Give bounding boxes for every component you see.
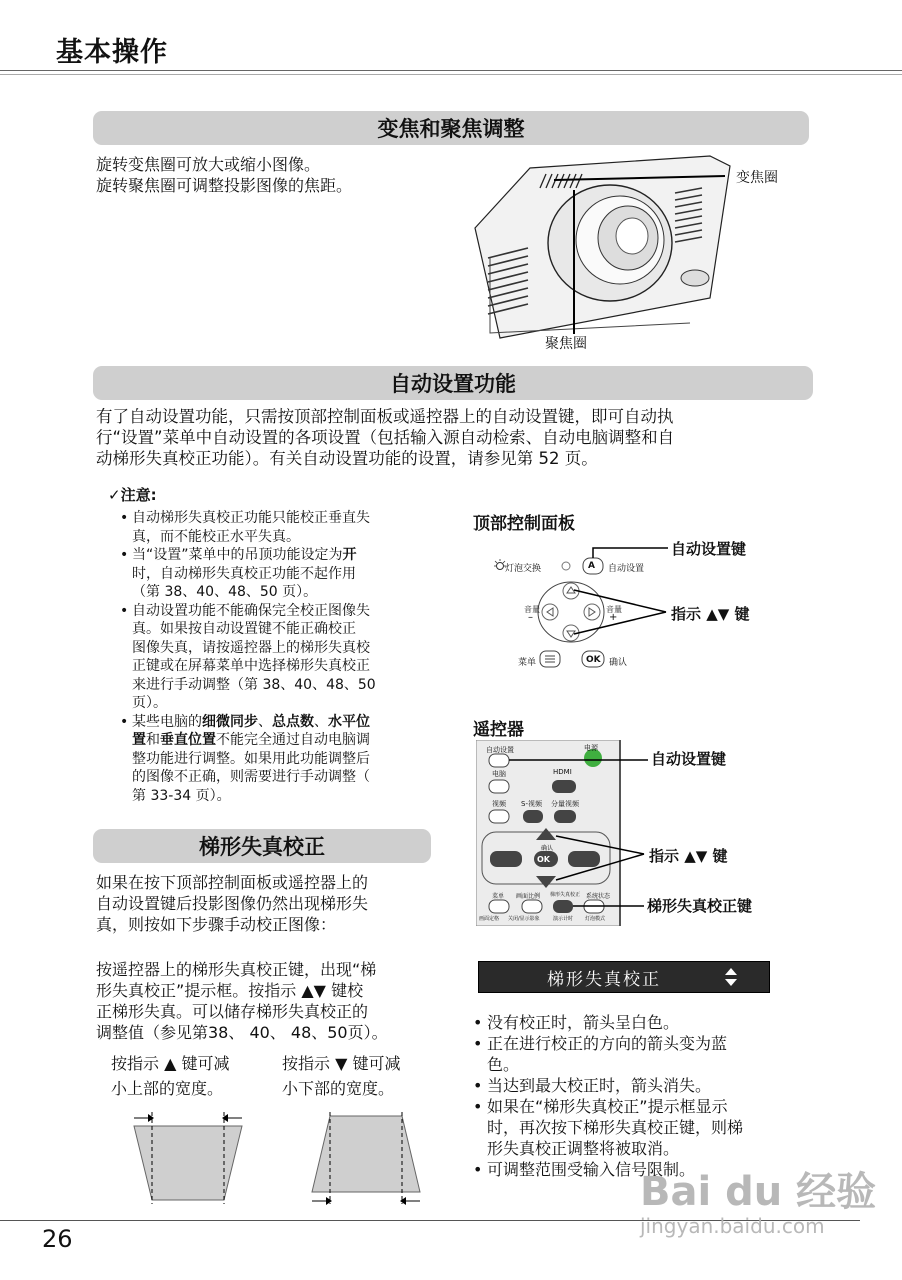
keystone-bullet [473, 1012, 803, 1033]
note-line: 第 33-34 页）。 [132, 787, 231, 804]
note-item [118, 713, 434, 806]
page-number: 26 [42, 1225, 73, 1253]
remote-ratio-label: 画面比例 [516, 893, 541, 900]
focus-ring-label: 聚焦圈 [545, 336, 587, 352]
auto-label: 自动设置 [608, 564, 645, 574]
remote-arrow-callout: 指示 ▲▼ 键 [649, 847, 728, 865]
note-item [118, 546, 434, 602]
note-line: 某些电脑的 [132, 713, 202, 730]
caption-line: 小上部的宽度。 [111, 1079, 224, 1098]
note-sep: 、 [258, 713, 272, 730]
remote-video-label: 视频 [492, 800, 506, 808]
note-line: • 自动梯形失真校正功能只能校正垂直失 [132, 510, 370, 526]
keystone-line: 自动设置键后投影图像仍然出现梯形失 [96, 894, 369, 913]
note-item [118, 602, 434, 713]
note-line: 时，自动梯形失真校正功能不起作用 [132, 565, 356, 582]
up-caption [111, 1051, 229, 1101]
note-line: 不能完全通过自动电脑调 [216, 732, 370, 748]
zoom-text [96, 154, 352, 196]
note-line: 的图像不正确，则需要进行手动调整（ [132, 769, 370, 785]
note-bold: 总点数 [272, 713, 314, 730]
note-title: ✓注意: [108, 486, 157, 504]
note-sep: 和 [146, 732, 160, 748]
remote-blank-label: 关闭/显示影象 [508, 916, 540, 922]
note-line: 正键或在屏幕菜单中选择梯形失真校正 [132, 658, 370, 674]
remote-menu-label: 菜单 [492, 893, 505, 900]
keystone-prompt-box [478, 961, 770, 993]
note-line: 整功能进行调整。如果用此功能调整后 [132, 750, 370, 767]
note-bold: 开 [342, 547, 357, 563]
down-caption [282, 1051, 400, 1101]
note-line: （第 38、40、48、50 页）。 [132, 584, 318, 600]
note-line: • 自动设置功能不能确保完全校正图像失 [132, 602, 370, 619]
ok-label: 确认 [609, 658, 628, 668]
caption-line: 按指示 ▼ 键可减 [282, 1054, 401, 1073]
auto-section-title: 自动设置功能 [93, 366, 813, 400]
up-down-arrows-icon [723, 966, 739, 988]
bullet-line: 形失真校正调整将被取消。 [487, 1139, 680, 1158]
caption-line: 小下部的宽度。 [282, 1079, 395, 1098]
keystone-line: 按遥控器上的梯形失真校正键，出现“梯 [96, 960, 377, 979]
remote-svideo-label: S-视频 [521, 800, 542, 808]
note-line: 页）。 [132, 695, 167, 711]
plus-sign: + [609, 612, 618, 623]
zoom-text-line: 旋转变焦圈可放大或缩小图像。 [96, 155, 321, 174]
bullet-line: • 如果在“梯形失真校正”提示框显示 [487, 1097, 728, 1116]
auto-text [96, 406, 674, 469]
note-line: 当“设置”菜单中的吊顶功能设定为 [132, 547, 343, 563]
remote-auto-label: 自动设置 [486, 746, 514, 754]
top-panel-heading: 顶部控制面板 [473, 514, 575, 534]
remote-keystone-label: 梯形失真校正 [550, 892, 581, 898]
note-bold: 细微同步 [202, 713, 258, 730]
bullet-line: • 可调整范围受输入信号限制。 [487, 1160, 696, 1179]
keystone-section-title: 梯形失真校正 [93, 829, 431, 863]
keystone-bullets [473, 1012, 803, 1180]
note-line: 真，而不能校正水平失真。 [132, 528, 300, 545]
auto-text-line: 行“设置”菜单中自动设置的各项设置（包括输入源自动检索、自动电脑调整和自 [96, 428, 675, 447]
auto-text-line: 有了自动设置功能，只需按顶部控制面板或遥控器上的自动设置键，即可自动执 [96, 407, 674, 426]
remote-confirm-label: 确认 [541, 845, 554, 852]
caption-line: 按指示 ▲ 键可减 [111, 1054, 230, 1073]
keystone-down-diagram [306, 1108, 426, 1208]
note-sep: 、 [314, 713, 328, 730]
remote-pc-label: 电脑 [492, 770, 506, 778]
minus-sign: – [528, 612, 533, 623]
remote-lamp-label: 灯泡模式 [585, 916, 606, 922]
bullet-line: • 当达到最大校正时，箭头消失。 [487, 1076, 712, 1095]
keystone-line: 调整值（参见第38、 40、 48、50页）。 [96, 1023, 388, 1042]
remote-timer-label: 演示计时 [553, 916, 574, 922]
watermark-logo: Bai du 经验 [640, 1169, 877, 1215]
remote-keystone-callout: 梯形失真校正键 [647, 897, 753, 915]
note-line: 来进行手动调整（第 38、40、48、50 [132, 676, 376, 693]
bullet-line: • 正在进行校正的方向的箭头变为蓝 [487, 1034, 728, 1053]
keystone-line: 真，则按如下步骤手动校正图像： [96, 915, 337, 934]
keystone-prompt-label: 梯形失真校正 [547, 969, 661, 990]
note-bold: 垂直位置 [160, 732, 216, 748]
note-bold: 水平位 [328, 713, 370, 730]
keystone-line: 如果在按下顶部控制面板或遥控器上的 [96, 873, 369, 892]
page-header-title: 基本操作 [56, 37, 168, 68]
keystone-bullet [473, 1096, 803, 1159]
remote-component-label: 分量视频 [551, 800, 579, 808]
remote-auto-callout: 自动设置键 [651, 750, 727, 768]
keystone-text-1 [96, 872, 368, 935]
note-item [118, 509, 434, 546]
note-list [118, 509, 434, 805]
panel-auto-callout: 自动设置键 [671, 540, 747, 558]
note-line: 图像失真，请按遥控器上的梯形失真校 [132, 639, 370, 656]
remote-power-label: 电源 [584, 744, 598, 752]
vol-plus-label: 音量 [606, 605, 622, 614]
bullet-line: 时，再次按下梯形失真校正键，则梯 [487, 1118, 744, 1137]
keystone-line: 正梯形失真。可以储存梯形失真校正的 [96, 1002, 369, 1021]
remote-hdmi-label: HDMI [553, 768, 572, 776]
keystone-bullet [473, 1075, 803, 1096]
remote-status-label: 系统状态 [586, 893, 611, 900]
zoom-text-line: 旋转聚焦圈可调整投影图像的焦距。 [96, 176, 353, 195]
keystone-up-diagram [128, 1108, 248, 1208]
lamp-label: 灯泡交换 [505, 564, 542, 574]
zoom-section-title: 变焦和聚焦调整 [93, 111, 809, 145]
auto-button[interactable]: A [588, 561, 595, 571]
auto-text-line: 动梯形失真校正功能）。有关自动设置功能的设置，请参见第 52 页。 [96, 449, 598, 468]
zoom-ring-label: 变焦圈 [736, 170, 778, 186]
note-line: 真。如果按自动设置键不能正确校正 [132, 621, 356, 637]
header-rule [0, 70, 902, 71]
keystone-bullet [473, 1033, 803, 1075]
note-bold: 置 [132, 732, 146, 748]
remote-freeze-label: 画面定格 [479, 916, 500, 922]
ok-button[interactable]: OK [586, 655, 601, 665]
header-rule-2 [0, 74, 902, 75]
remote-ok-button[interactable]: OK [537, 855, 550, 864]
keystone-line: 形失真校正”提示框。按指示 ▲▼ 键校 [96, 981, 364, 1000]
bullet-line: 色。 [487, 1055, 520, 1074]
vol-minus-label: 音量 [524, 605, 540, 614]
bullet-line: • 没有校正时，箭头呈白色。 [487, 1013, 680, 1032]
menu-label: 菜单 [518, 658, 537, 668]
panel-arrow-callout: 指示 ▲▼ 键 [671, 605, 750, 623]
watermark-url: jingyan.baidu.com [640, 1214, 825, 1238]
remote-heading: 遥控器 [473, 720, 524, 740]
keystone-text-2 [96, 959, 388, 1043]
